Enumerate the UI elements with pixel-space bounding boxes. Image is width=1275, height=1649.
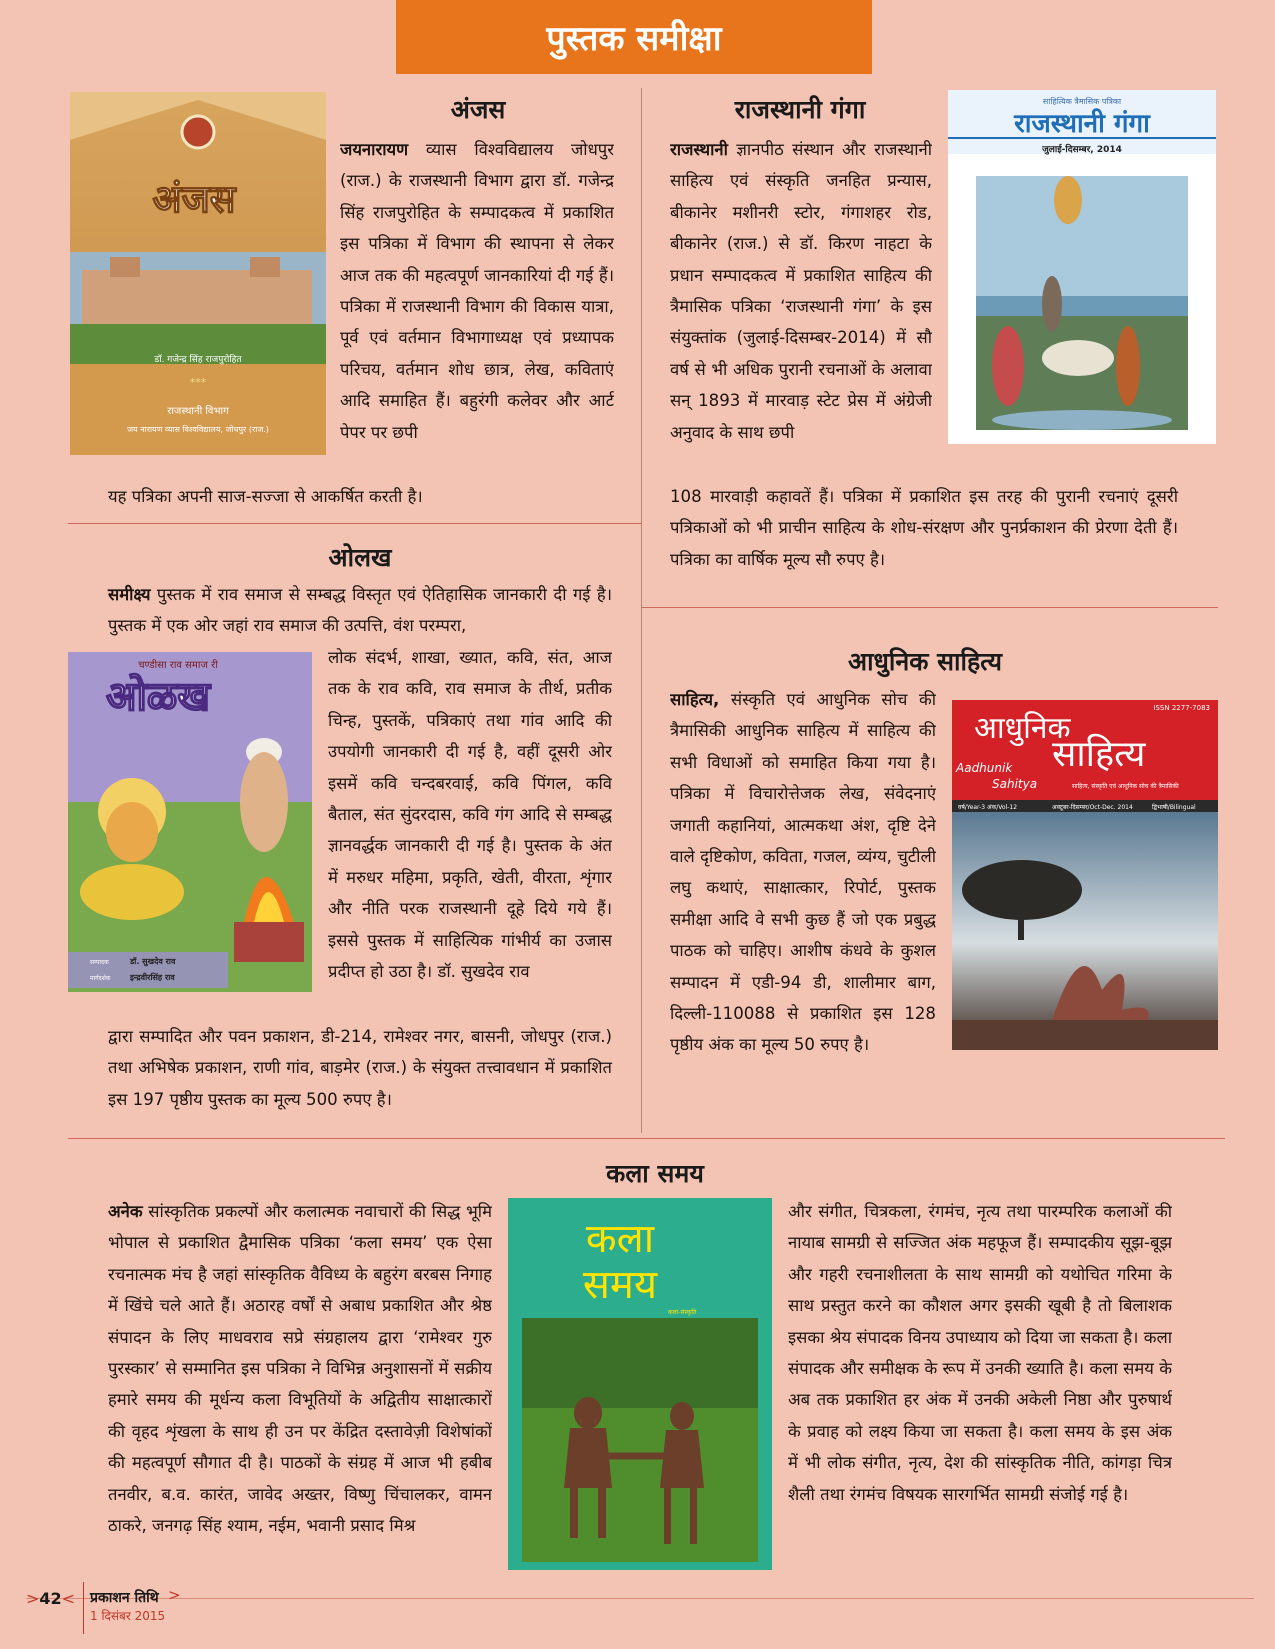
olakh-body-intro [108,579,612,642]
olakh-cover-editor: डॉ. सुखदेव राव [130,957,176,966]
adhunik-cover-title-en1: Aadhunik [956,761,1013,775]
olakh-body-side: लोक संदर्भ, शाखा, ख्यात, कवि, संत, आज तक के राव कवि, राव समाज के तीर्थ, प्रतीक चिन्ह, पुस्तकें, पत्रिकाएं तथा गांव आदि की उपयोगी जानकारी दी गई है, वहीं दूसरी ओर इसमें कवि चन्दबरवाई, कवि पिंगल, कवि बैताल, संत सुंदरदास, कवि गंग आदि से सम्बद्ध ज्ञानवर्द्धक जानकारी दी गई है। पुस्तक के अंत में मरुधर महिमा, प्रकृति, खेती, वीरता, शृंगार और नीति परक राजस्थानी दूहे दिये गये हैं। इससे पुस्तक में साहित्यिक गांभीर्य का उजास प्रदीप्त हो उठा है। डॉ. सुखदेव राव [328,648,612,982]
adhunik-title: आधुनिक साहित्य [847,647,1003,676]
ganga-lead: राजस्थानी [670,140,728,159]
olakh-body-bottom: द्वारा सम्पादित और पवन प्रकाशन, डी-214, रामेश्वर नगर, बासनी, जोधपुर (राज.) तथा अभिषेक प्रकाशन, राणी गांव, बाड़मेर (राज.) के संयुक्त तत्त्वावधान में प्रकाशित इस 197 पृष्ठीय पुस्तक का मूल्य 500 रुपए है। [108,1027,612,1109]
olakh-cover-guide-label: मार्गदर्शक [90,975,111,982]
adhunik-cover-title1: आधुनिक [974,711,1071,746]
kala-body-left [108,1196,492,1576]
anjas-cover-image [70,92,326,455]
divider-anjas-olakh [68,523,642,524]
anjas-body-bottom: यह पत्रिका अपनी साज-सज्जा से आकर्षित करती है। [108,487,423,506]
kala-title: कला समय [606,1159,704,1188]
footer-chevron: > [168,1586,181,1604]
anjas-cover-editor: डॉ. गजेन्द्र सिंह राजपुरोहित [154,355,242,365]
column-divider-top [641,88,642,1133]
ganga-cover-title: राजस्थानी गंगा [1014,109,1150,139]
divider-ganga-adhunik [642,607,1218,608]
adhunik-cover-title-en2: Sahitya [992,777,1038,791]
adhunik-cover-title2: साहित्य [1052,734,1146,775]
adhunik-cover-issue: अक्टूबर-दिसम्बर/Oct-Dec. 2014 [1052,804,1133,811]
adhunik-cover-tagline: साहित्य, संस्कृति एवं आधुनिक सोच की त्रैमासिकी [1072,783,1179,790]
anjas-lead: जयनारायण [340,140,409,159]
adhunik-body-text: संस्कृति एवं आधुनिक सोच की त्रैमासिकी आधुनिक साहित्य में साहित्य की सभी विधाओं को समाहित किया गया है। पत्रिका में विचारोत्तेजक लेख, संवेदनाएं जगाती कहानियां, आत्मकथा अंश, दृष्टि देने वाले दृष्टिकोण, कविता, गजल, व्यंग्य, चुटीली लघु कथाएं, साक्षात्कार, रिपोर्ट, पुस्तक समीक्षा आदि वे सभी कुछ हैं जो एक प्रबुद्ध पाठक को चाहिए। आशीष कंधवे के कुशल सम्पादन में एडी-94 डी, शालीमार बाग, दिल्ली-110088 से प्रकाशित इस 128 पृष्ठीय अंक का मूल्य 50 रुपए है। [670,690,936,1055]
section-title: पुस्तक समीक्षा [546,19,722,59]
divider-kala [68,1138,1225,1139]
adhunik-cover-issn: ISSN 2277-7083 [1153,704,1210,712]
kala-cover-subtitle: कला-संस्कृति [668,1309,697,1316]
ganga-body-bottom: 108 मारवाड़ी कहावतें हैं। पत्रिका में प्रकाशित इस तरह की पुरानी रचनाएं दूसरी पत्रिकाओं को भी प्राचीन साहित्य के शोध-संरक्षण और पुनर्प्रकाशन की प्रेरणा देती हैं। पत्रिका का वार्षिक मूल्य सौ रुपए है। [670,487,1178,569]
ganga-title: राजस्थानी गंगा [734,95,866,124]
olakh-cover-guide: इन्द्रवीरसिंह राव [130,973,175,982]
anjas-cover-dept: राजस्थानी विभाग [167,406,229,417]
ganga-cover-image [948,90,1216,444]
divider-footer [26,1598,1254,1599]
anjas-cover-univ: जय नारायण व्यास विश्वविद्यालय, जोधपुर (राज.) [127,425,269,434]
kala-cover-title2: समय [582,1262,658,1308]
page-number-value: 42 [39,1589,62,1608]
olakh-cover-image [68,652,312,992]
adhunik-body [670,684,936,1124]
kala-lead: अनेक [108,1202,143,1221]
anjas-cover-title: अंजस [152,177,236,221]
olakh-title: ओलख [328,543,392,572]
olakh-lead: समीक्ष्य [108,585,151,604]
kala-body-left-text: सांस्कृतिक प्रकल्पों और कलात्मक नवाचारों की सिद्ध भूमि भोपाल से प्रकाशित द्वैमासिक पत्रिका ‘कला समय’ एक ऐसा रचनात्मक मंच है जहां सांस्कृतिक वैविध्य के बहुरंग बरबस निगाह में खिंचे चले आते हैं। अठारह वर्षों से अबाध प्रकाशित और श्रेष्ठ संपादन के लिए माधवराव सप्रे संग्रहालय द्वारा ‘रामेश्वर गुरु पुरस्कार’ से सम्मानित इस पत्रिका ने विभिन्न अनुशासनों में सक्रीय हमारे समय की मूर्धन्य कला विभूतियों के अद्वितीय साक्षात्कारों की वृहद शृंखला के साथ ही उन पर केंद्रित दस्तावेज़ी विशेषांकों की महत्वपूर्ण सौगात दी है। पाठकों के संग्रह में आज भी हबीब तनवीर, ब.व. कारंत, जावेद अख्तर, विष्णु चिंचालकर, वामन ठाकरे, जनगढ़ सिंह श्याम, नईम, भवानी प्रसाद मिश्र [108,1202,492,1536]
ganga-body-top-text: ज्ञानपीठ संस्थान और राजस्थानी साहित्य एवं संस्कृति जनहित प्रन्यास, बीकानेर मशीनरी स्टोर, गंगाशहर रोड, बीकानेर (राज.) से डॉ. किरण नाहटा के प्रधान सम्पादकत्व में प्रकाशित साहित्य की त्रैमासिक पत्रिका ‘राजस्थानी गंगा’ के इस संयुक्तांक (जुलाई-दिसम्बर-2014) में सौ वर्ष से भी अधिक पुरानी रचनाओं के अलावा सन् 1893 में मारवाड़ स्टेट प्रेस में अंग्रेजी अनुवाद के साथ छपी [670,140,932,442]
olakh-cover-editor-label: सम्पादक [90,959,109,966]
ganga-cover-kicker: साहित्यिक त्रैमासिक पत्रिका [1042,97,1122,106]
section-banner [396,0,872,74]
footer-divider [83,1582,84,1634]
anjas-body-top-text: व्यास विश्वविद्यालय जोधपुर (राज.) के राजस्थानी विभाग द्वारा डॉ. गजेन्द्र सिंह राजपुरोहित के सम्पादकत्व में प्रकाशित इस पत्रिका में विभाग की स्थापना से लेकर आज तक की महत्वपूर्ण जानकारियां दी गई हैं। पत्रिका में राजस्थानी विभाग की विकास यात्रा, पूर्व एवं वर्तमान विभागाध्यक्ष एवं प्रध्यापक परिचय, वर्तमान शोध छात्र, लेख, कविताएं आदि समाहित हैं। बहुरंगी कलेवर और आर्ट पेपर पर छपी [340,140,614,442]
ganga-body-top [670,134,932,486]
ganga-cover-date: जुलाई-दिसम्बर, 2014 [1042,145,1122,155]
adhunik-cover-lang: द्विभाषी/Bilingual [1152,804,1196,811]
footer-date: 1 दिसंबर 2015 [90,1609,166,1623]
footer-publication: प्रकाशन तिथि [90,1590,159,1606]
adhunik-lead: साहित्य, [670,690,720,709]
page-number: >42< [26,1589,76,1608]
kala-cover-image [508,1198,772,1570]
anjas-title: अंजस [450,95,506,124]
adhunik-cover-image [952,700,1218,1050]
anjas-cover-stars: *** [189,376,207,389]
kala-cover-title1: कला [585,1216,655,1262]
kala-body-right: और संगीत, चित्रकला, रंगमंच, नृत्य तथा पारम्परिक कलाओं की नायाब सामग्री से सज्जित अंक महफूज हैं। सम्पादकीय सूझ-बूझ और गहरी रचनाशीलता के साथ सामग्री को यथोचित गरिमा के साथ प्रस्तुत करने का कौशल अगर इसकी खूबी है तो बिलाशक इसका श्रेय संपादक विनय उपाध्याय को दिया जा सकता है। कला संपादक और समीक्षक के रूप में उनकी ख्याति है। कला समय के अब तक प्रकाशित हर अंक में उनकी अकेली निष्ठा और पुरुषार्थ के प्रवाह को लक्ष्य किया जा सकता है। कला समय के इस अंक में भी लोक संगीत, नृत्य, देश की सांस्कृतिक नीति, कांगड़ा चित्र शैली तथा रंगमंच विषयक सारगर्भित सामग्री संजोई गई है। [788,1202,1172,1504]
adhunik-cover-year: वर्ष/Year-3 अंक/Vol-12 [958,804,1018,811]
olakh-cover-kicker: चण्डीसा राव समाज री [138,660,218,671]
olakh-body-intro-text: पुस्तक में राव समाज से सम्बद्ध विस्तृत एवं ऐतिहासिक जानकारी दी गई है। पुस्तक में एक ओर जहां राव समाज की उत्पत्ति, वंश परम्परा, [108,585,612,636]
anjas-body-top [340,134,614,486]
olakh-cover-title: ओळख [105,674,211,720]
